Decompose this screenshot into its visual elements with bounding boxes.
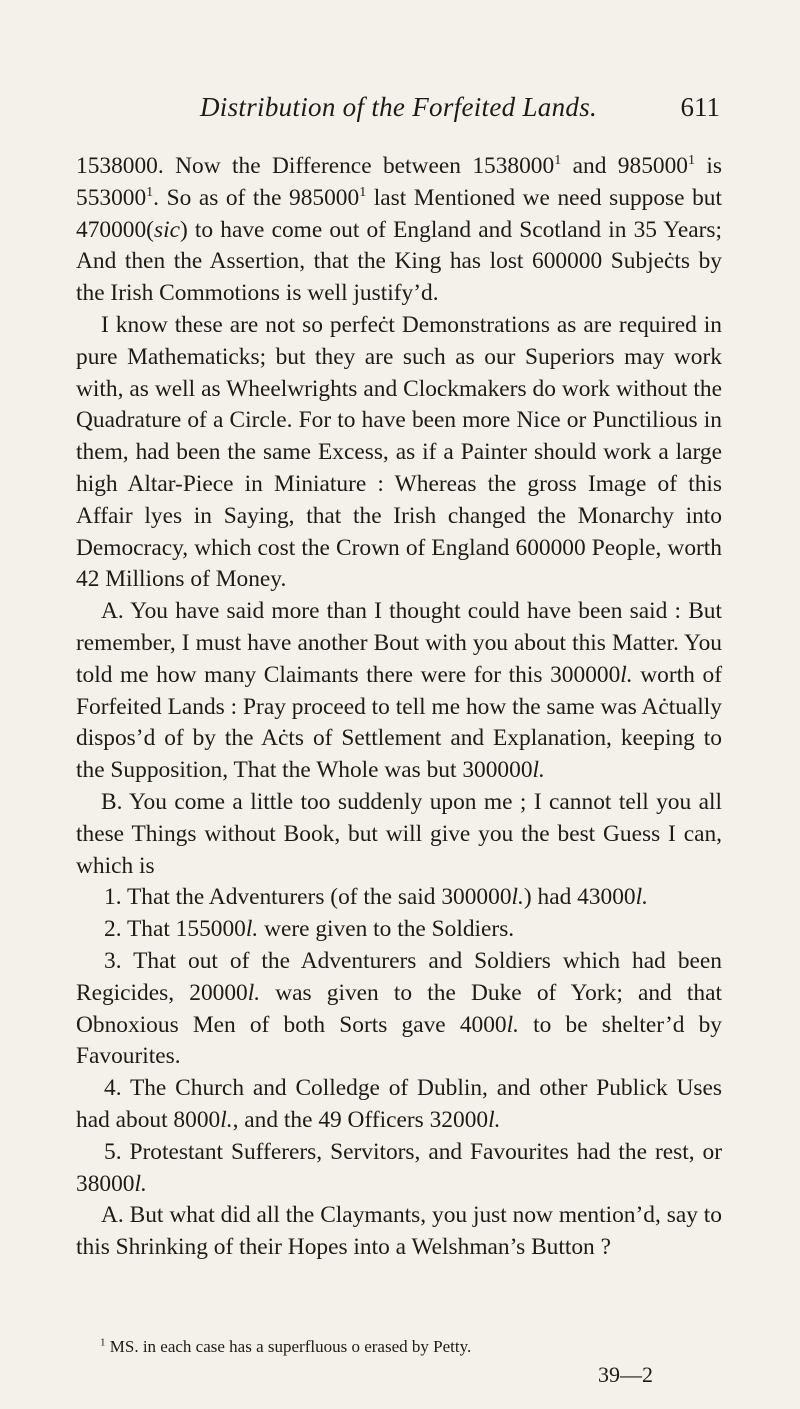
paragraph-2: I know these are not so perfeċt Demonstrations as are required in pure Mathematicks; but they are such as our Superiors may work with, as well as Wheelwrights and Clockmakers do work without the Quadrature of a Circle. For to have been more Nice or Punctilious in them, had been the same Excess, as if a Painter should work a large high Altar-Piece in Miniature : Whereas the gross Image of this Affair lyes in Saying, that the Irish changed the Monarchy into Democracy, which cost the Crown of England 600000 People, worth 42 Millions of Money. xyxy=(76,311,722,593)
footnote-ref: 1 xyxy=(554,153,562,169)
footnote-ref: 1 xyxy=(687,153,695,169)
main-text xyxy=(76,151,722,1264)
paragraph-3: A. You have said more than I thought could have been said : But remember, I must have another Bout with you about this Matter. You told me how many Claimants there were for this 300000l. worth of Forfeited Lands : Pray proceed to tell me how the same was Aċtually dispos’d of by the Aċts of Settlement and Explanation, keeping to the Supposition, That the Whole was but 300000l. xyxy=(76,598,722,784)
paragraph-4: B. You come a little too suddenly upon me ; I cannot tell you all these Things without Book, but will give you the best Guess I can, which is xyxy=(76,788,722,879)
paragraph-5: A. But what did all the Claymants, you just now mention’d, say to this Shrinking of their Hopes into a Welshman’s Button ? xyxy=(76,1202,722,1261)
list-item-1: 1. That the Adventurers (of the said 300000l.) had 43000l. xyxy=(104,884,648,911)
list-item-5: 5. Protestant Sufferers, Servitors, and Favourites had the rest, or 38000l. xyxy=(76,1138,722,1197)
list-item-3: 3. That out of the Adventurers and Soldiers which had been Regicides, 20000l. was given to the Duke of York; and that Obnoxious Men of both Sorts gave 4000l. to be shelter’d by Favourites. xyxy=(76,947,722,1070)
footnote xyxy=(100,1336,720,1358)
footnote-marker: 1 xyxy=(100,1336,106,1349)
running-title: Distribution of the Forfeited Lands. xyxy=(200,92,598,122)
footnote-text: MS. in each case has a superfluous o erased by Petty. xyxy=(109,1337,472,1356)
page-number: 611 xyxy=(680,92,720,122)
footnote-ref: 1 xyxy=(359,185,367,200)
list-item-4: 4. The Church and Colledge of Dublin, and other Publick Uses had about 8000l., and the 49 Officers 32000l. xyxy=(76,1075,722,1133)
running-header xyxy=(200,92,720,132)
sic-note: sic xyxy=(153,216,180,243)
paragraph-1: 1538000. Now the Difference between 1538000$^1$ and 985000$^1$ is 553000$^1$. So as of the 985000$^1$ last Mentioned we need suppose but 470000(sic) to have come out of England and Scotland in 35 Years; And then the Assertion, that the King has lost 600000 Subjeċts by the Irish Commotions is well justify’d. xyxy=(76,153,722,307)
footnote-ref: 1 xyxy=(146,185,154,200)
signature-mark: 39—2 xyxy=(598,1362,653,1387)
list-item-2: 2. That 155000l. were given to the Soldiers. xyxy=(104,916,515,943)
